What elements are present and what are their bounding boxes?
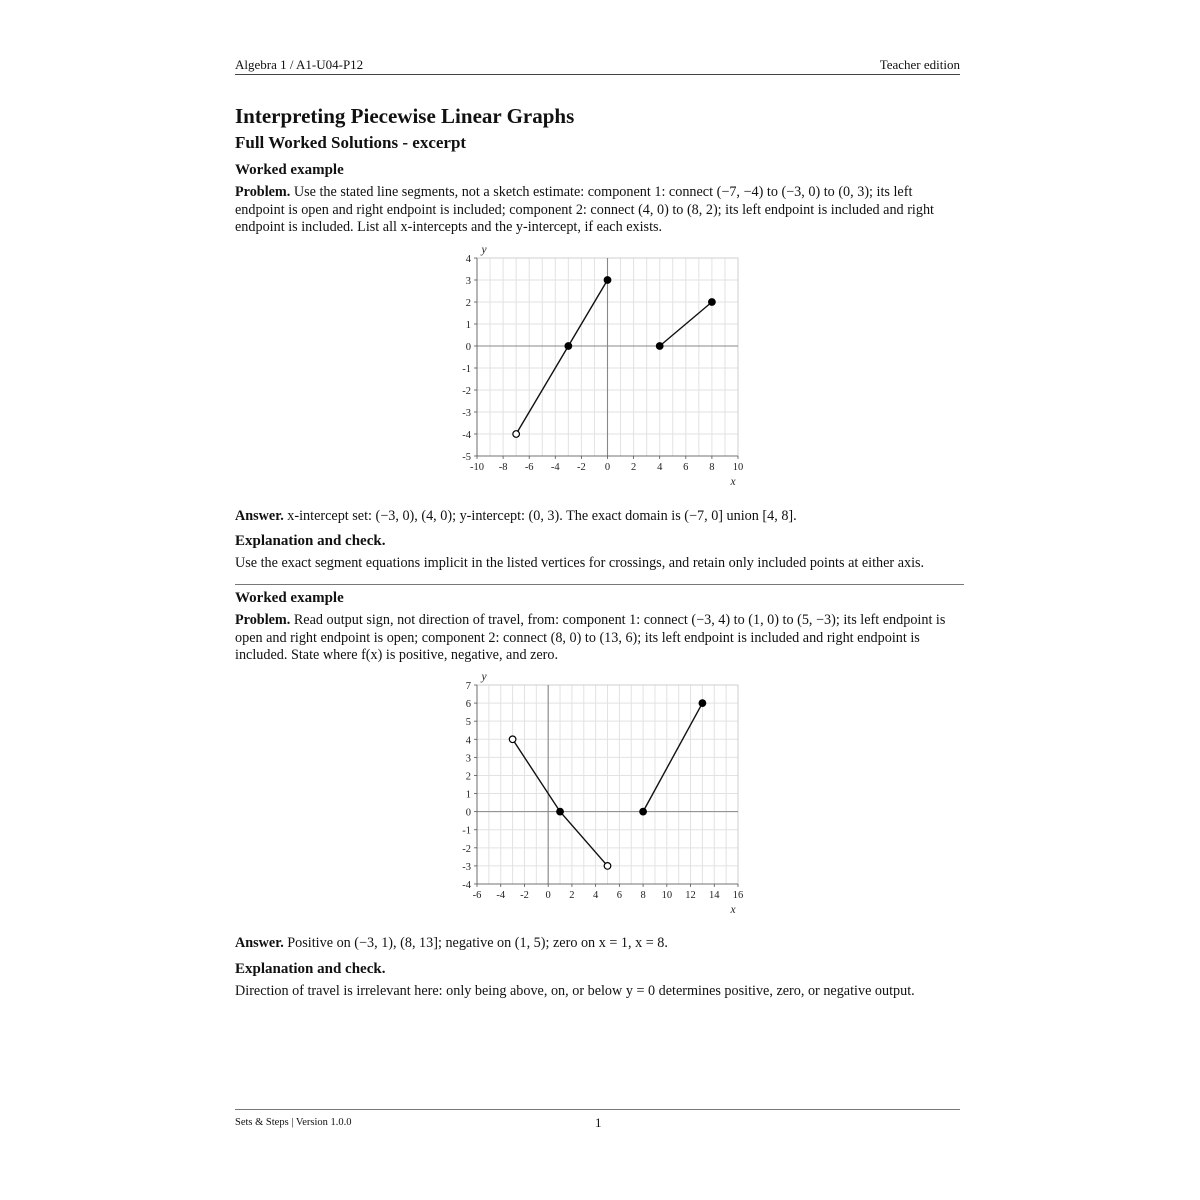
x-tick-label: -4 (550, 462, 560, 473)
answer-text: Positive on (−3, 1), (8, 13]; negative on (1, 5); zero on x = 1, x = 8. (287, 935, 668, 951)
problem-text: Read output sign, not direction of travel, from: component 1: connect (−3, 4) to (1, 0) to (5, −3); its left endpoint is open and right endpoint is open; component 2: connect (8, 0) to (13, 6); its left endpoint is included and right endpoint is included. State where f(x) is positive, negative, and zero. (235, 612, 946, 663)
example-1-answer (235, 508, 965, 526)
x-tick-label: 16 (732, 890, 744, 901)
x-axis-label: x (730, 904, 736, 916)
closed-point (640, 808, 647, 815)
y-tick-label: -4 (462, 880, 471, 891)
open-endpoint (604, 863, 611, 870)
x-tick-label: 10 (661, 890, 673, 901)
x-tick-label: 0 (604, 462, 611, 473)
page-number: 1 (595, 1115, 602, 1130)
y-tick-label: -5 (462, 452, 471, 463)
y-tick-label: 7 (465, 681, 471, 692)
footer-rule (235, 1109, 960, 1110)
y-tick-label: 3 (465, 753, 471, 765)
y-tick-label: -4 (462, 430, 471, 441)
y-tick-label: -3 (462, 861, 471, 873)
answer-text: x-intercept set: (−3, 0), (4, 0); y-intercept: (0, 3). The exact domain is (−7, 0] union [4, 8]. (287, 508, 797, 524)
closed-point (565, 343, 572, 350)
y-tick-label: 1 (465, 320, 471, 331)
section-divider (235, 584, 964, 585)
x-tick-label: -6 (524, 462, 534, 473)
course-breadcrumb: Algebra 1 / A1-U04-P12 (235, 57, 364, 72)
y-axis-label: y (481, 244, 487, 256)
example-1-label: Worked example (235, 162, 344, 178)
y-tick-label: 4 (465, 254, 471, 265)
page-subtitle: Full Worked Solutions - excerpt (235, 133, 467, 152)
closed-point (557, 808, 564, 815)
x-tick-label: 6 (683, 462, 689, 473)
y-tick-label: 2 (465, 771, 471, 783)
open-endpoint (509, 736, 516, 743)
answer-lead: Answer. (235, 935, 284, 951)
example-1-explanation: Use the exact segment equations implicit in the listed vertices for crossings, and retain only included points at either axis. (235, 555, 925, 571)
y-tick-label: -2 (462, 843, 471, 855)
closed-point (709, 299, 716, 306)
x-axis-label: x (730, 476, 736, 488)
x-tick-label: -10 (470, 462, 484, 473)
y-tick-label: -1 (462, 364, 471, 375)
open-endpoint (513, 431, 520, 438)
chart-1 (440, 238, 760, 493)
x-tick-label: 2 (630, 462, 637, 473)
running-head (235, 57, 960, 75)
y-axis-label: y (481, 671, 487, 683)
x-tick-label: 2 (569, 890, 575, 901)
x-tick-label: -8 (498, 462, 508, 473)
y-tick-label: -3 (462, 408, 471, 419)
x-tick-label: 6 (616, 890, 622, 901)
y-tick-label: 3 (465, 276, 471, 287)
closed-point (699, 700, 706, 707)
x-tick-label: -4 (496, 890, 506, 901)
y-tick-label: 5 (465, 717, 471, 729)
series-line-1 (516, 280, 607, 434)
page-title: Interpreting Piecewise Linear Graphs (235, 104, 575, 128)
y-tick-label: -1 (462, 825, 471, 837)
y-tick-label: 4 (465, 735, 471, 747)
footer-version: Sets & Steps | Version 1.0.0 (235, 1117, 352, 1128)
y-tick-label: 0 (465, 342, 471, 353)
example-2-answer (235, 935, 965, 953)
y-tick-label: 6 (465, 699, 471, 711)
x-tick-label: -6 (472, 890, 482, 901)
problem-text: Use the stated line segments, not a sketch estimate: component 1: connect (−7, −4) to (−3, 0) to (0, 3); its left endpoint is open and right endpoint is included; component 2: connect (4, 0) to (8, 2); its left endpoint is included and right endpoint is included. List all x-intercepts and the y-intercept, if each exists. (235, 184, 934, 235)
x-tick-label: 8 (709, 462, 715, 473)
y-tick-label: 1 (465, 789, 471, 801)
x-tick-label: 4 (657, 462, 663, 473)
x-tick-label: 12 (685, 890, 696, 901)
y-tick-label: 2 (465, 298, 471, 309)
x-tick-label: 0 (545, 890, 551, 901)
x-tick-label: 14 (709, 890, 720, 901)
example-1-problem (235, 184, 965, 237)
y-tick-label: -2 (462, 386, 471, 397)
closed-point (604, 277, 611, 284)
answer-lead: Answer. (235, 508, 284, 524)
edition-label: Teacher edition (879, 57, 960, 72)
x-tick-label: -2 (577, 462, 586, 473)
example-2-label: Worked example (235, 590, 344, 606)
x-tick-label: 4 (593, 890, 599, 901)
y-tick-label: 0 (465, 807, 471, 819)
example-1-explanation-label: Explanation and check. (235, 533, 386, 549)
problem-lead: Problem. (235, 184, 291, 200)
problem-lead: Problem. (235, 612, 291, 628)
example-2-problem (235, 612, 965, 665)
chart-2 (440, 668, 760, 920)
x-tick-label: 8 (640, 890, 646, 901)
x-tick-label: 10 (732, 462, 744, 473)
example-2-explanation: Direction of travel is irrelevant here: only being above, on, or below y = 0 determines positive, zero, or negative output. (235, 983, 915, 999)
example-2-explanation-label: Explanation and check. (235, 961, 386, 977)
closed-point (656, 343, 663, 350)
x-tick-label: -2 (520, 890, 529, 901)
